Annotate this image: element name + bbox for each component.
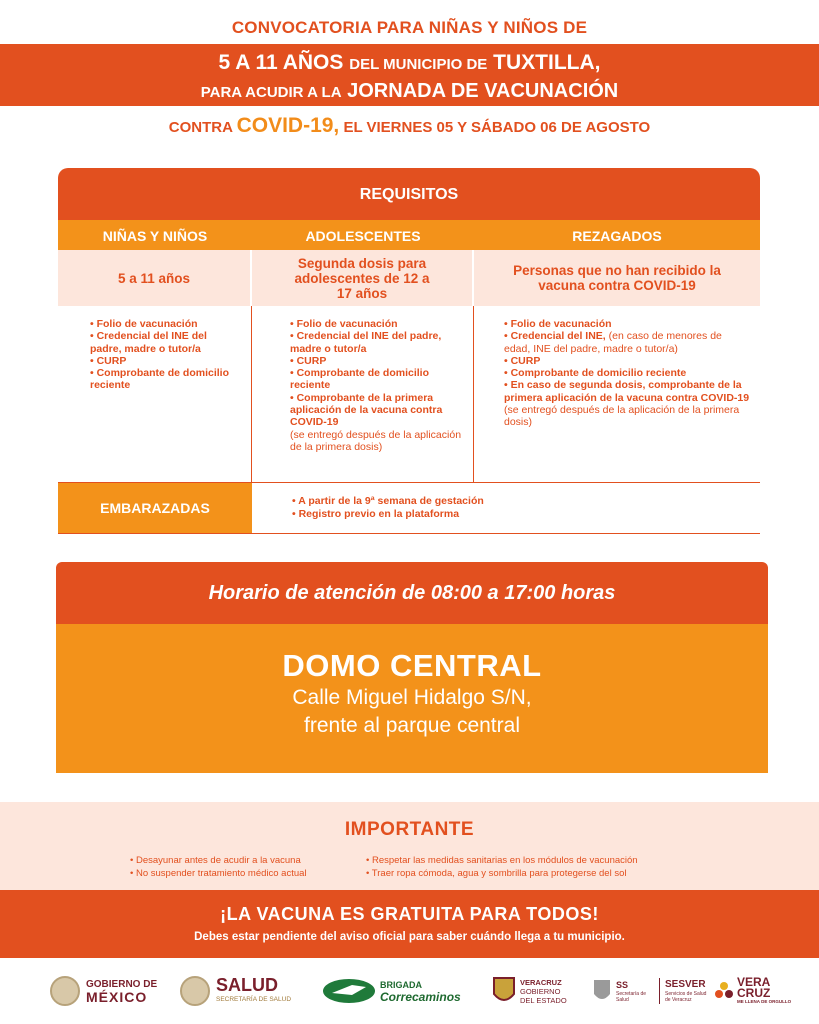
- importante-title: IMPORTANTE: [344, 819, 475, 840]
- subheaders: [58, 250, 760, 306]
- ver-l1: VERACRUZ: [520, 977, 562, 987]
- list-item: • Comprobante de domicilio reciente: [290, 367, 430, 392]
- vc-l2: CRUZ: [737, 986, 771, 1000]
- age-range: 5 A 11 AÑOS: [218, 51, 344, 74]
- brigada-l2: Correcaminos: [380, 990, 461, 1004]
- municipality-prefix: DEL MUNICIPIO DE: [349, 56, 488, 73]
- sesver-label: SESVER: [665, 979, 706, 990]
- list-item: • Traer ropa cómoda, agua y sombrilla para protegerse del sol: [366, 868, 627, 879]
- col-adolescentes: ADOLESCENTES: [305, 228, 421, 244]
- list-item: • CURP: [90, 354, 127, 367]
- venue-address-1: Calle Miguel Hidalgo S/N,: [292, 686, 532, 709]
- embarazadas-requirements: [252, 483, 484, 533]
- free-vaccine-banner: [0, 890, 819, 958]
- roadrunner-icon: [322, 977, 376, 1005]
- gobierno-mexico-text: [86, 979, 157, 1003]
- logo-divider: [659, 978, 660, 1004]
- list-item: • Comprobante de domicilio reciente: [504, 367, 687, 380]
- salud-logo: [180, 976, 291, 1006]
- requisitos-title: REQUISITOS: [58, 168, 760, 220]
- ss-sub: Secretaría de Salud: [616, 991, 647, 1003]
- list-item: • Comprobante de la primera aplicación de la vacuna contra COVID-19: [290, 391, 443, 429]
- convocatoria-title: CONVOCATORIA PARA NIÑAS Y NIÑOS DE: [231, 18, 588, 37]
- list-item-note: (en caso de menores de edad, INE del padre, madre o tutor/a): [504, 330, 722, 355]
- importante-items: [130, 854, 638, 880]
- ninos-requirements: [58, 306, 252, 482]
- brigada-text: [380, 979, 461, 1003]
- salud-l1: SALUD: [216, 975, 278, 995]
- title-band: [0, 44, 819, 106]
- schedule-panel: [56, 562, 768, 773]
- adolescentes-note: (se entregó después de la aplicación de la primera dosis): [290, 428, 462, 453]
- logo-strip: [0, 968, 819, 1014]
- column-headers: [58, 220, 760, 250]
- list-item: • Comprobante de domicilio reciente: [90, 367, 230, 392]
- vc-l3: ME LLENA DE ORGULLO: [737, 999, 792, 1004]
- list-item: • CURP: [290, 354, 327, 367]
- covid-label: COVID-19,: [236, 114, 340, 137]
- list-item: [504, 330, 750, 355]
- brigada-logo: [322, 977, 461, 1005]
- list-item: • Folio de vacunación: [90, 318, 198, 330]
- list-item: [504, 379, 750, 428]
- subhead-rezagados: Personas que no han recibido la vacuna contra COVID-19: [513, 263, 721, 293]
- list-item: • Desayunar antes de acudir a la vacuna: [130, 855, 301, 866]
- eagle-seal-icon: [50, 976, 80, 1006]
- event-dates: [0, 114, 819, 138]
- requirements-row: [58, 306, 760, 482]
- embarazadas-label: EMBARAZADAS: [58, 483, 252, 533]
- col-ninos: NIÑAS Y NIÑOS: [102, 228, 208, 244]
- ss-label: SS: [616, 980, 629, 990]
- list-item: • Respetar las medidas sanitarias en los módulos de vacunación: [366, 855, 638, 866]
- event-prefix: PARA ACUDIR A LA: [200, 84, 342, 101]
- dates-label: EL VIERNES 05 Y SÁBADO 06 DE AGOSTO: [343, 119, 651, 136]
- free-vaccine-text: ¡LA VACUNA ES GRATUITA PARA TODOS!: [220, 904, 599, 924]
- list-item-bold: • En caso de segunda dosis, comprobante de la primera aplicación de la vacuna contra COVID-19: [504, 379, 750, 404]
- list-item-note: (se entregó después de la aplicación de la primera dosis): [504, 404, 740, 429]
- ss-shield-icon: [592, 978, 612, 1004]
- official-notice: Debes estar pendiente del aviso oficial para saber cuándo llega a tu municipio.: [194, 931, 625, 943]
- importante-section: [0, 802, 819, 890]
- list-item: • CURP: [504, 354, 541, 367]
- sesver-text: [665, 979, 709, 1003]
- veracruz-orgullo-logo: [714, 977, 791, 1005]
- list-item: • Credencial del INE del padre, madre o tutor/a: [90, 330, 207, 355]
- list-item: • A partir de la 9ª semana de gestación: [292, 495, 484, 507]
- contra-label: CONTRA: [168, 119, 233, 136]
- veracruz-orgullo-text: [737, 977, 791, 1005]
- list-item: • No suspender tratamiento médico actual: [130, 868, 307, 879]
- sesver-sub: Servicios de Salud de Veracruz: [665, 991, 707, 1003]
- venue-name: DOMO CENTRAL: [282, 648, 542, 683]
- gobierno-mexico-logo: [50, 976, 157, 1006]
- event-name: JORNADA DE VACUNACIÓN: [347, 80, 619, 102]
- col-rezagados: REZAGADOS: [572, 228, 662, 244]
- embarazadas-row: [58, 482, 760, 534]
- subhead-adolescentes: Segunda dosis para adolescentes de 12 a 17 años: [252, 250, 474, 306]
- venue-address-2: frente al parque central: [304, 714, 520, 737]
- venue-box: [56, 624, 768, 773]
- requisitos-table: [58, 168, 760, 534]
- municipality-name: TUXTILLA,: [493, 51, 601, 74]
- flower-icon: [714, 981, 734, 1001]
- subhead-ninos: 5 a 11 años: [58, 250, 252, 306]
- brigada-l1: BRIGADA: [380, 980, 422, 990]
- veracruz-text: [520, 978, 567, 1005]
- ss-text: [616, 979, 654, 1003]
- ver-l2: GOBIERNO: [520, 986, 561, 996]
- salud-text: [216, 976, 291, 1006]
- sesver-logo: [592, 978, 709, 1004]
- veracruz-gobierno-logo: [492, 976, 567, 1006]
- salud-l2: SECRETARÍA DE SALUD: [216, 996, 292, 1003]
- gob-l2: MÉXICO: [86, 989, 148, 1005]
- gob-l1: GOBIERNO DE: [86, 979, 158, 990]
- list-item: • Registro previo en la plataforma: [292, 507, 460, 520]
- ver-l3: DEL ESTADO: [520, 995, 567, 1005]
- veracruz-shield-icon: [492, 976, 516, 1006]
- eagle-seal-icon: [180, 976, 210, 1006]
- vc-l1: VERA: [737, 975, 771, 989]
- list-item: • Credencial del INE del padre, madre o tutor/a: [290, 330, 442, 355]
- list-item: • Folio de vacunación: [290, 318, 398, 330]
- list-item-bold: • Credencial del INE,: [504, 330, 606, 343]
- hours-label: Horario de atención de 08:00 a 17:00 horas: [56, 562, 768, 624]
- adolescentes-requirements: [252, 306, 474, 482]
- rezagados-requirements: [474, 306, 760, 482]
- list-item: • Folio de vacunación: [504, 318, 612, 330]
